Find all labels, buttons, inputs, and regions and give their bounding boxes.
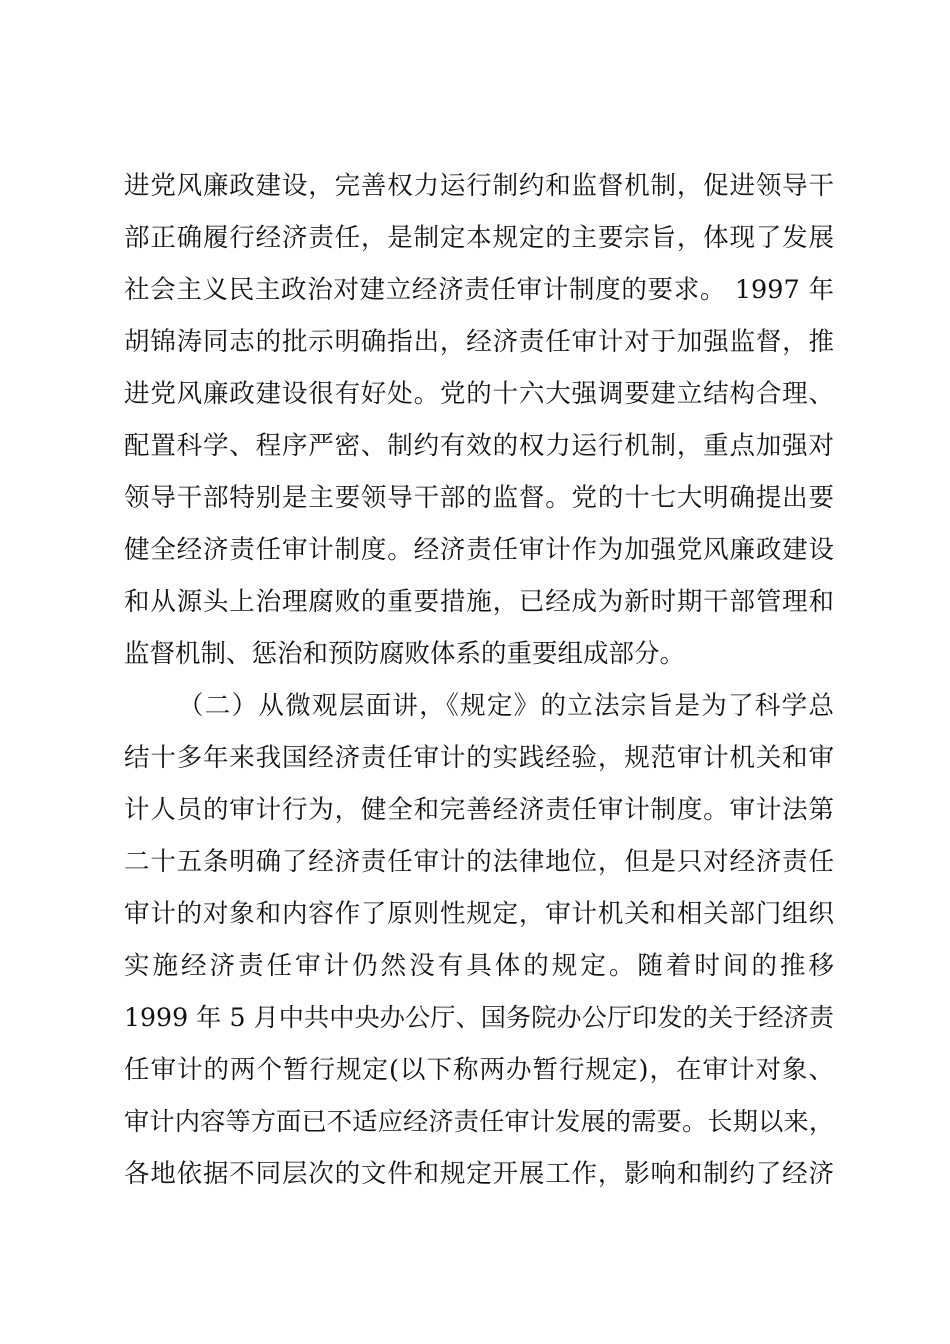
text-line-9: 和从源头上治理腐败的重要措施，已经成为新时期干部管理和 — [124, 587, 834, 617]
text-line-4: 胡锦涛同志的批示明确指出，经济责任审计对于加强监督，推 — [124, 327, 834, 357]
text-line-18: 任审计的两个暂行规定(以下称两办暂行规定)，在审计对象、 — [124, 1055, 834, 1085]
text-line-20: 各地依据不同层次的文件和规定开展工作，影响和制约了经济 — [124, 1159, 834, 1189]
text-line-16: 实施经济责任审计仍然没有具体的规定。随着时间的推移 — [124, 951, 834, 981]
text-line-10: 监督机制、惩治和预防腐败体系的重要组成部分。 — [124, 639, 686, 669]
text-line-5: 进党风廉政建设很有好处。党的十六大强调要建立结构合理、 — [124, 379, 834, 409]
text-line-7: 领导干部特别是主要领导干部的监督。党的十七大明确提出要 — [124, 483, 834, 513]
text-line-3: 社会主义民主政治对建立经济责任审计制度的要求。 1997 年 — [124, 275, 834, 305]
text-line-19: 审计内容等方面已不适应经济责任审计发展的需要。长期以来， — [124, 1107, 834, 1136]
text-line-12: 结十多年来我国经济责任审计的实践经验，规范审计机关和审 — [124, 743, 834, 773]
text-line-1: 进党风廉政建设，完善权力运行制约和监督机制，促进领导干 — [124, 171, 834, 201]
body-text — [124, 160, 834, 1200]
text-line-13: 计人员的审计行为，健全和完善经济责任审计制度。审计法第 — [124, 795, 834, 825]
text-line-6: 配置科学、程序严密、制约有效的权力运行机制，重点加强对 — [124, 431, 834, 461]
text-line-8: 健全经济责任审计制度。经济责任审计作为加强党风廉政建设 — [124, 535, 834, 565]
text-line-11: （二）从微观层面讲，《规定》的立法宗旨是为了科学总 — [178, 691, 834, 721]
text-line-2: 部正确履行经济责任，是制定本规定的主要宗旨，体现了发展 — [124, 223, 834, 253]
text-line-14: 二十五条明确了经济责任审计的法律地位，但是只对经济责任 — [124, 847, 834, 877]
text-line-17: 1999 年 5 月中共中央办公厅、国务院办公厅印发的关于经济责 — [124, 1003, 834, 1032]
text-line-15: 审计的对象和内容作了原则性规定，审计机关和相关部门组织 — [124, 899, 834, 929]
